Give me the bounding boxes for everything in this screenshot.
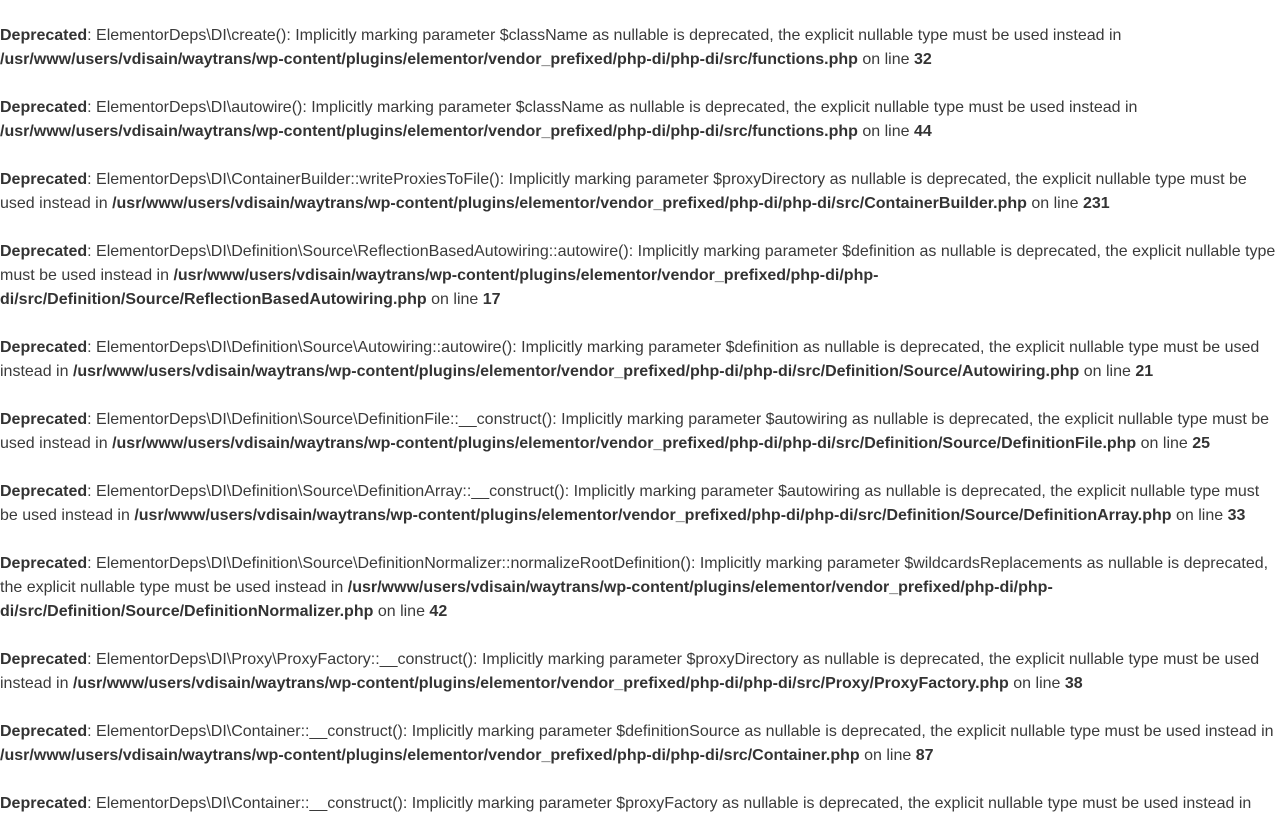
notice-line-number: 231 — [1082, 195, 1110, 212]
notice-file-path: /usr/www/users/vdisain/waytrans/wp-content/plugins/elementor/vendor_prefixed/php-di/php-di/src/functions.php — [0, 51, 858, 68]
notice-label: Deprecated — [0, 795, 88, 812]
notice-line-number: 44 — [913, 123, 932, 140]
notice-on-line-text: on line — [1171, 507, 1228, 524]
line-break — [0, 528, 1280, 552]
deprecation-notice — [0, 648, 1280, 696]
notice-message: : ElementorDeps\DI\create(): Implicitly marking parameter $className as nullable is deprecated, the explicit nullable type must be used instead in — [87, 27, 1122, 44]
notice-file-path: /usr/www/users/vdisain/waytrans/wp-content/plugins/elementor/vendor_prefixed/php-di/php-di/src/Definition/Source/DefinitionNormalizer.php — [0, 579, 1053, 620]
line-break — [0, 144, 1280, 168]
notice-on-line-text: on line — [1026, 195, 1083, 212]
notice-on-line-text: on line — [1136, 435, 1193, 452]
notice-message: : ElementorDeps\DI\Definition\Source\Autowiring::autowire(): Implicitly marking parameter $definition as nullable is deprecated, the explicit nullable type must be used instead in — [0, 339, 1260, 380]
notice-on-line-text: on line — [859, 747, 916, 764]
notice-file-path: /usr/www/users/vdisain/waytrans/wp-content/plugins/elementor/vendor_prefixed/php-di/php-di/src/Definition/Source/DefinitionFile.php — [112, 435, 1137, 452]
notice-line-number: 87 — [915, 747, 934, 764]
notice-on-line-text: on line — [426, 291, 483, 308]
notice-on-line-text: on line — [857, 51, 914, 68]
deprecation-notice — [0, 24, 1280, 72]
deprecation-notice — [0, 168, 1280, 216]
notice-line-number: 25 — [1192, 435, 1211, 452]
line-break — [0, 312, 1280, 336]
deprecation-notice — [0, 408, 1280, 456]
notice-line-number: 17 — [482, 291, 501, 308]
line-break — [0, 456, 1280, 480]
notice-label: Deprecated — [0, 99, 88, 116]
deprecation-notice — [0, 336, 1280, 384]
notice-line-number: 42 — [429, 603, 448, 620]
notice-file-path: /usr/www/users/vdisain/waytrans/wp-content/plugins/elementor/vendor_prefixed/php-di/php-di/src/Container.php — [0, 747, 860, 764]
line-break — [0, 768, 1280, 792]
notice-label: Deprecated — [0, 171, 88, 188]
notice-label: Deprecated — [0, 723, 88, 740]
notice-line-number: 21 — [1135, 363, 1154, 380]
line-break — [0, 384, 1280, 408]
notice-message: : ElementorDeps\DI\ContainerBuilder::writeProxiesToFile(): Implicitly marking parameter $proxyDirectory as nullable is deprecated, the explicit nullable type must be used instead in — [0, 171, 1247, 212]
deprecation-notice — [0, 480, 1280, 528]
line-break — [0, 696, 1280, 720]
deprecation-notice — [0, 720, 1280, 768]
notice-message: : ElementorDeps\DI\Definition\Source\ReflectionBasedAutowiring::autowire(): Implicitly marking parameter $definition as nullable is deprecated, the explicit nullable type must be used instead in — [0, 243, 1276, 284]
notice-on-line-text: on line — [857, 123, 914, 140]
notice-file-path: /usr/www/users/vdisain/waytrans/wp-content/plugins/elementor/vendor_prefixed/php-di/php-di/src/ContainerBuilder.php — [112, 195, 1027, 212]
notice-on-line-text: on line — [1079, 363, 1136, 380]
notice-on-line-text: on line — [1008, 675, 1065, 692]
notice-label: Deprecated — [0, 243, 88, 260]
notice-message: : ElementorDeps\DI\autowire(): Implicitly marking parameter $className as nullable is deprecated, the explicit nullable type must be used instead in — [87, 99, 1138, 116]
notice-file-path: /usr/www/users/vdisain/waytrans/wp-content/plugins/elementor/vendor_prefixed/php-di/php-di/src/functions.php — [0, 123, 858, 140]
notice-message: : ElementorDeps\DI\Container::__construct(): Implicitly marking parameter $proxyFactory as nullable is deprecated, the explicit nullable type must be used instead in — [87, 795, 1252, 812]
notice-message: : ElementorDeps\DI\Proxy\ProxyFactory::__construct(): Implicitly marking parameter $proxyDirectory as nullable is deprecated, the explicit nullable type must be used instead in — [0, 651, 1260, 692]
notice-message: : ElementorDeps\DI\Container::__construct(): Implicitly marking parameter $definitionSource as nullable is deprecated, the explicit nullable type must be used instead in — [87, 723, 1274, 740]
notice-file-path: /usr/www/users/vdisain/waytrans/wp-content/plugins/elementor/vendor_prefixed/php-di/php-di/src/Definition/Source/Autowiring.php — [72, 363, 1080, 380]
notice-file-path: /usr/www/users/vdisain/waytrans/wp-content/plugins/elementor/vendor_prefixed/php-di/php-di/src/Definition/Source/DefinitionArray.php — [134, 507, 1172, 524]
notice-label: Deprecated — [0, 339, 88, 356]
line-break — [0, 624, 1280, 648]
line-break — [0, 72, 1280, 96]
deprecation-notice — [0, 240, 1280, 312]
deprecation-notice — [0, 552, 1280, 624]
notice-label: Deprecated — [0, 555, 88, 572]
notice-label: Deprecated — [0, 27, 88, 44]
notice-line-number: 32 — [913, 51, 932, 68]
notice-message: : ElementorDeps\DI\Definition\Source\DefinitionArray::__construct(): Implicitly marking parameter $autowiring as nullable is deprecated, the explicit nullable type must be used instead in — [0, 483, 1260, 524]
top-line-break — [0, 0, 1280, 24]
notice-file-path: /usr/www/users/vdisain/waytrans/wp-content/plugins/elementor/vendor_prefixed/php-di/php-di/src/Proxy/ProxyFactory.php — [72, 675, 1009, 692]
notice-label: Deprecated — [0, 411, 88, 428]
notice-line-number: 33 — [1227, 507, 1246, 524]
notice-line-number: 38 — [1064, 675, 1083, 692]
line-break — [0, 216, 1280, 240]
notice-file-path: /usr/www/users/vdisain/waytrans/wp-content/plugins/elementor/vendor_prefixed/php-di/php-di/src/Definition/Source/ReflectionBasedAutowiring.php — [0, 267, 879, 308]
deprecation-notice-partial — [0, 792, 1280, 816]
notice-on-line-text: on line — [373, 603, 430, 620]
notice-label: Deprecated — [0, 651, 88, 668]
deprecation-notice — [0, 96, 1280, 144]
notice-message: : ElementorDeps\DI\Definition\Source\DefinitionNormalizer::normalizeRootDefinition(): Implicitly marking parameter $wildcardsReplacements as nullable is deprecated, the explicit nullable type must be used instead in — [0, 555, 1269, 596]
notice-label: Deprecated — [0, 483, 88, 500]
notice-message: : ElementorDeps\DI\Definition\Source\DefinitionFile::__construct(): Implicitly marking parameter $autowiring as nullable is deprecated, the explicit nullable type must be used instead in — [0, 411, 1270, 452]
